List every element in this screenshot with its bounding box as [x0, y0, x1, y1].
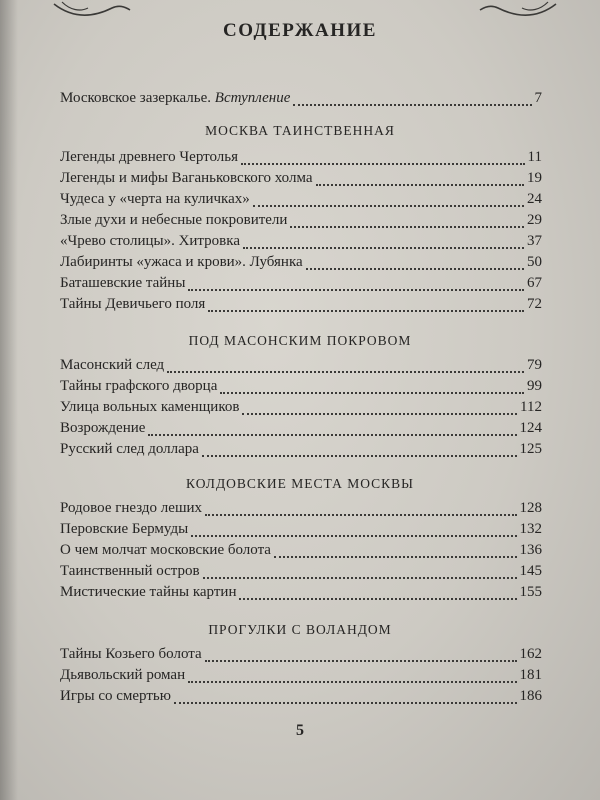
toc-entry	[60, 420, 542, 440]
toc-entry-title: Таинственный остров	[60, 563, 200, 579]
toc-entry-page: 145	[519, 563, 542, 579]
dot-leader	[188, 288, 524, 291]
dot-leader	[188, 680, 516, 683]
toc-entry-page: 67	[527, 275, 542, 291]
section-heading: ПРОГУЛКИ С ВОЛАНДОМ	[208, 622, 392, 637]
dot-leader	[208, 309, 524, 312]
page-number: 5	[296, 722, 304, 739]
toc-entry	[60, 170, 542, 190]
toc-entry	[60, 254, 542, 274]
toc-entry-page: 79	[527, 357, 542, 373]
toc-entry-title: Тайны Девичьего поля	[60, 296, 206, 312]
toc-entry-title: Тайны графского дворца	[60, 378, 218, 394]
toc-entry-page: 99	[527, 378, 542, 394]
dot-leader	[253, 204, 524, 207]
toc-entry	[60, 212, 542, 232]
toc-entry	[60, 500, 542, 520]
dot-leader	[167, 370, 524, 373]
toc-entry	[60, 357, 542, 377]
toc-entry-title: «Чрево столицы». Хитровка	[60, 233, 240, 249]
dot-leader	[205, 513, 516, 516]
toc-entry-title: Родовое гнездо леших	[60, 500, 203, 516]
toc-entry-title: Улица вольных каменщиков	[60, 399, 240, 415]
toc-entry-page: 136	[519, 542, 542, 558]
toc-entry-page: 112	[520, 399, 542, 415]
toc-entry-title: Мистические тайны картин	[60, 584, 237, 600]
toc-entry-page: 24	[527, 191, 542, 207]
toc-entry-title: Перовские Бермуды	[60, 521, 189, 537]
toc-entry	[60, 149, 542, 169]
toc-entry-page: 37	[527, 233, 542, 249]
toc-entry-page: 128	[519, 500, 542, 516]
page-gutter-shadow	[0, 0, 18, 800]
toc-entry	[60, 521, 542, 541]
dot-leader	[174, 701, 517, 704]
left-ornament-icon	[52, 0, 132, 22]
toc-entry-title: Злые духи и небесные покровители	[60, 212, 288, 228]
dot-leader	[242, 412, 517, 415]
dot-leader	[239, 597, 516, 600]
toc-entry-page: 155	[519, 584, 542, 600]
section-heading: ПОД МАСОНСКИМ ПОКРОВОМ	[188, 333, 412, 348]
toc-entry-page: 72	[527, 296, 542, 312]
toc-entry-page: 132	[519, 521, 542, 537]
toc-entry-intro	[60, 90, 542, 110]
toc-entry	[60, 441, 542, 461]
toc-entry-page: 29	[527, 212, 542, 228]
toc-entry	[60, 542, 542, 562]
toc-entry-title: Дьявольский роман	[60, 667, 186, 683]
toc-entry-page: 7	[534, 90, 542, 106]
toc-entry-page: 162	[519, 646, 542, 662]
toc-entry-page: 50	[527, 254, 542, 270]
toc-entry-page: 181	[519, 667, 542, 683]
dot-leader	[203, 576, 517, 579]
dot-leader	[290, 225, 524, 228]
dot-leader	[148, 433, 516, 436]
dot-leader	[274, 555, 517, 558]
toc-entry	[60, 296, 542, 316]
toc-entry-title: Лабиринты «ужаса и крови». Лубянка	[60, 254, 303, 270]
dot-leader	[243, 246, 524, 249]
dot-leader	[241, 162, 525, 165]
toc-entry-page: 186	[519, 688, 542, 704]
toc-entry-title: Возрождение	[60, 420, 146, 436]
toc-entry	[60, 233, 542, 253]
toc-entry-title: Тайны Козьего болота	[60, 646, 202, 662]
toc-entry	[60, 563, 542, 583]
dot-leader	[191, 534, 516, 537]
dot-leader	[220, 391, 524, 394]
toc-entry-title: Баташевские тайны	[60, 275, 186, 291]
dot-leader	[306, 267, 524, 270]
toc-entry-page: 124	[519, 420, 542, 436]
toc-entry-title: Русский след доллара	[60, 441, 199, 457]
page-title: СОДЕРЖАНИЕ	[223, 20, 377, 41]
dot-leader	[293, 103, 531, 106]
toc-entry-page: 125	[519, 441, 542, 457]
toc-entry	[60, 275, 542, 295]
toc-entry-title: О чем молчат московские болота	[60, 542, 271, 558]
toc-entry	[60, 584, 542, 604]
toc-entry-page: 19	[527, 170, 542, 186]
dot-leader	[316, 183, 524, 186]
toc-entry-title: Легенды древнего Чертолья	[60, 149, 239, 165]
toc-entry-page: 11	[527, 149, 542, 165]
toc-entry-title: Игры со смертью	[60, 688, 171, 704]
toc-entry-title: Московское зазеркалье. Вступление	[60, 90, 291, 106]
toc-entry	[60, 688, 542, 708]
toc-entry-title: Легенды и мифы Ваганьковского холма	[60, 170, 313, 186]
toc-entry	[60, 378, 542, 398]
dot-leader	[205, 659, 517, 662]
section-heading: МОСКВА ТАИНСТВЕННАЯ	[205, 123, 395, 138]
dot-leader	[202, 454, 517, 457]
toc-entry	[60, 399, 542, 419]
toc-entry-title: Чудеса у «черта на куличках»	[60, 191, 250, 207]
toc-entry-title: Масонский след	[60, 357, 165, 373]
section-heading: КОЛДОВСКИЕ МЕСТА МОСКВЫ	[186, 476, 414, 491]
toc-entry	[60, 191, 542, 211]
toc-entry	[60, 646, 542, 666]
toc-entry	[60, 667, 542, 687]
right-ornament-icon	[478, 0, 558, 22]
